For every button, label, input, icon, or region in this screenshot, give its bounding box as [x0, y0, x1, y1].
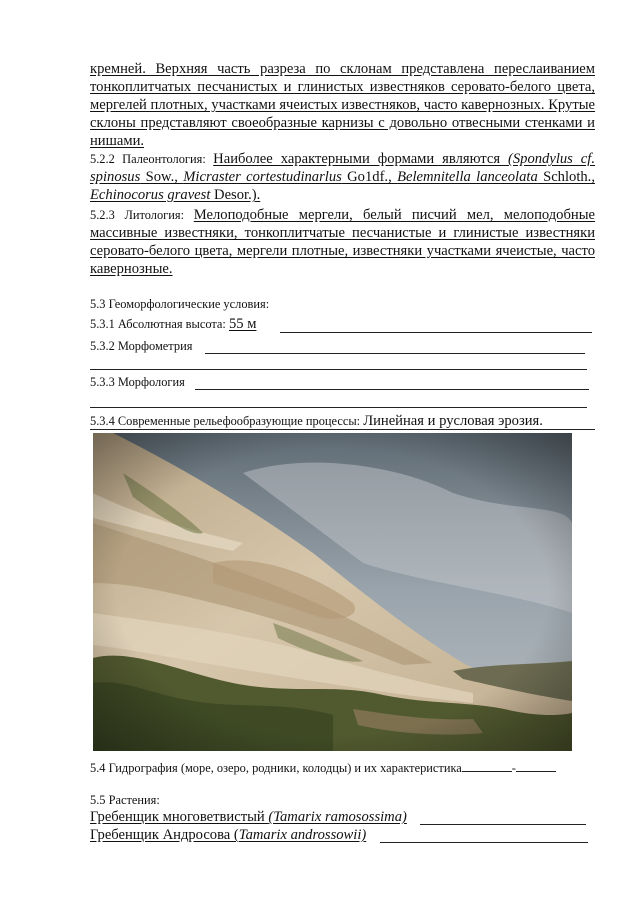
processes-label: 5.3.4 Современные рельефообразующие процессы: — [90, 414, 364, 428]
species-name: Echinocorus gravest — [90, 187, 211, 203]
fill-line — [420, 824, 586, 825]
morphology-label: 5.3.3 Морфология — [90, 375, 185, 389]
altitude-label: 5.3.1 Абсолютная высота: — [90, 317, 229, 331]
hydrography-label: 5.4 Гидрография (море, озеро, родники, колодцы) и их характеристика — [90, 761, 462, 775]
fill-line — [380, 842, 588, 843]
lithology-text: Мелоподобные мергели, белый писчий мел, мелоподобные массивные известняки, тонкоплитчатые песчанистые и глинистые известняки серовато-белого цвета, мергели плотные, известняки участками ячеистые, часто кавернозные. — [90, 207, 596, 277]
lithology-label: 5.2.3 Литология: — [90, 208, 194, 222]
processes-value: Линейная и русловая эрозия. — [363, 413, 543, 429]
vignette — [93, 433, 572, 751]
species-name: Belemnitella lanceolata — [397, 169, 538, 185]
fill-line — [195, 389, 589, 390]
paleontology-section — [90, 150, 595, 204]
geomorph-title: 5.3 Геоморфологические условия: — [90, 297, 270, 311]
lithology-section — [90, 206, 595, 278]
species-author: Sow., — [140, 169, 184, 185]
altitude-value: 55 м — [228, 316, 257, 332]
geology-paragraph — [90, 60, 595, 150]
cliff-photo — [93, 433, 572, 751]
plant-latin-name: (Tamarix ramosossima) — [268, 809, 407, 825]
fill-line — [205, 353, 585, 354]
plant-latin-name: Tamarix androssowii) — [238, 827, 367, 843]
hydrography-value: - — [511, 761, 516, 775]
fill-line — [90, 369, 587, 370]
processes-row — [90, 413, 595, 430]
species-name: (Spondylus cf. spinosus — [90, 151, 595, 185]
geology-text: кремней. Верхняя часть разреза по склонам представлена переслаиванием тонкоплитчатых песчанистых и глинистых известняков серовато-белого цвета, мергелей плотных, участками ячеистых известняков, часто кавернозных. Крутые склоны представляют своеобразные карнизы с довольно отвесными стенками и нишами. — [90, 61, 595, 149]
species-author: Schloth., — [537, 169, 595, 185]
fill-line — [516, 759, 556, 772]
species-author: Desor.). — [210, 187, 261, 203]
cliff-photo-svg — [93, 433, 572, 751]
fill-line — [90, 429, 595, 430]
fill-line — [280, 332, 592, 333]
species-author: Go1df., — [341, 169, 398, 185]
morphometry-label: 5.3.2 Морфометрия — [90, 339, 193, 353]
plant-common-name: Гребенщик Андросова ( — [90, 827, 239, 843]
plants-title: 5.5 Растения: — [90, 793, 160, 807]
altitude-row — [90, 316, 595, 333]
species-name: Micraster cortestudinarlus — [183, 169, 342, 185]
fill-line — [462, 759, 512, 772]
paleontology-label: 5.2.2 Палеонтология: — [90, 152, 214, 166]
fill-line — [90, 407, 587, 408]
plant-common-name: Гребенщик многоветвистый — [90, 809, 269, 825]
paleontology-intro: Наиболее характерными формами являются — [213, 151, 508, 167]
hydrography-row — [90, 759, 595, 776]
